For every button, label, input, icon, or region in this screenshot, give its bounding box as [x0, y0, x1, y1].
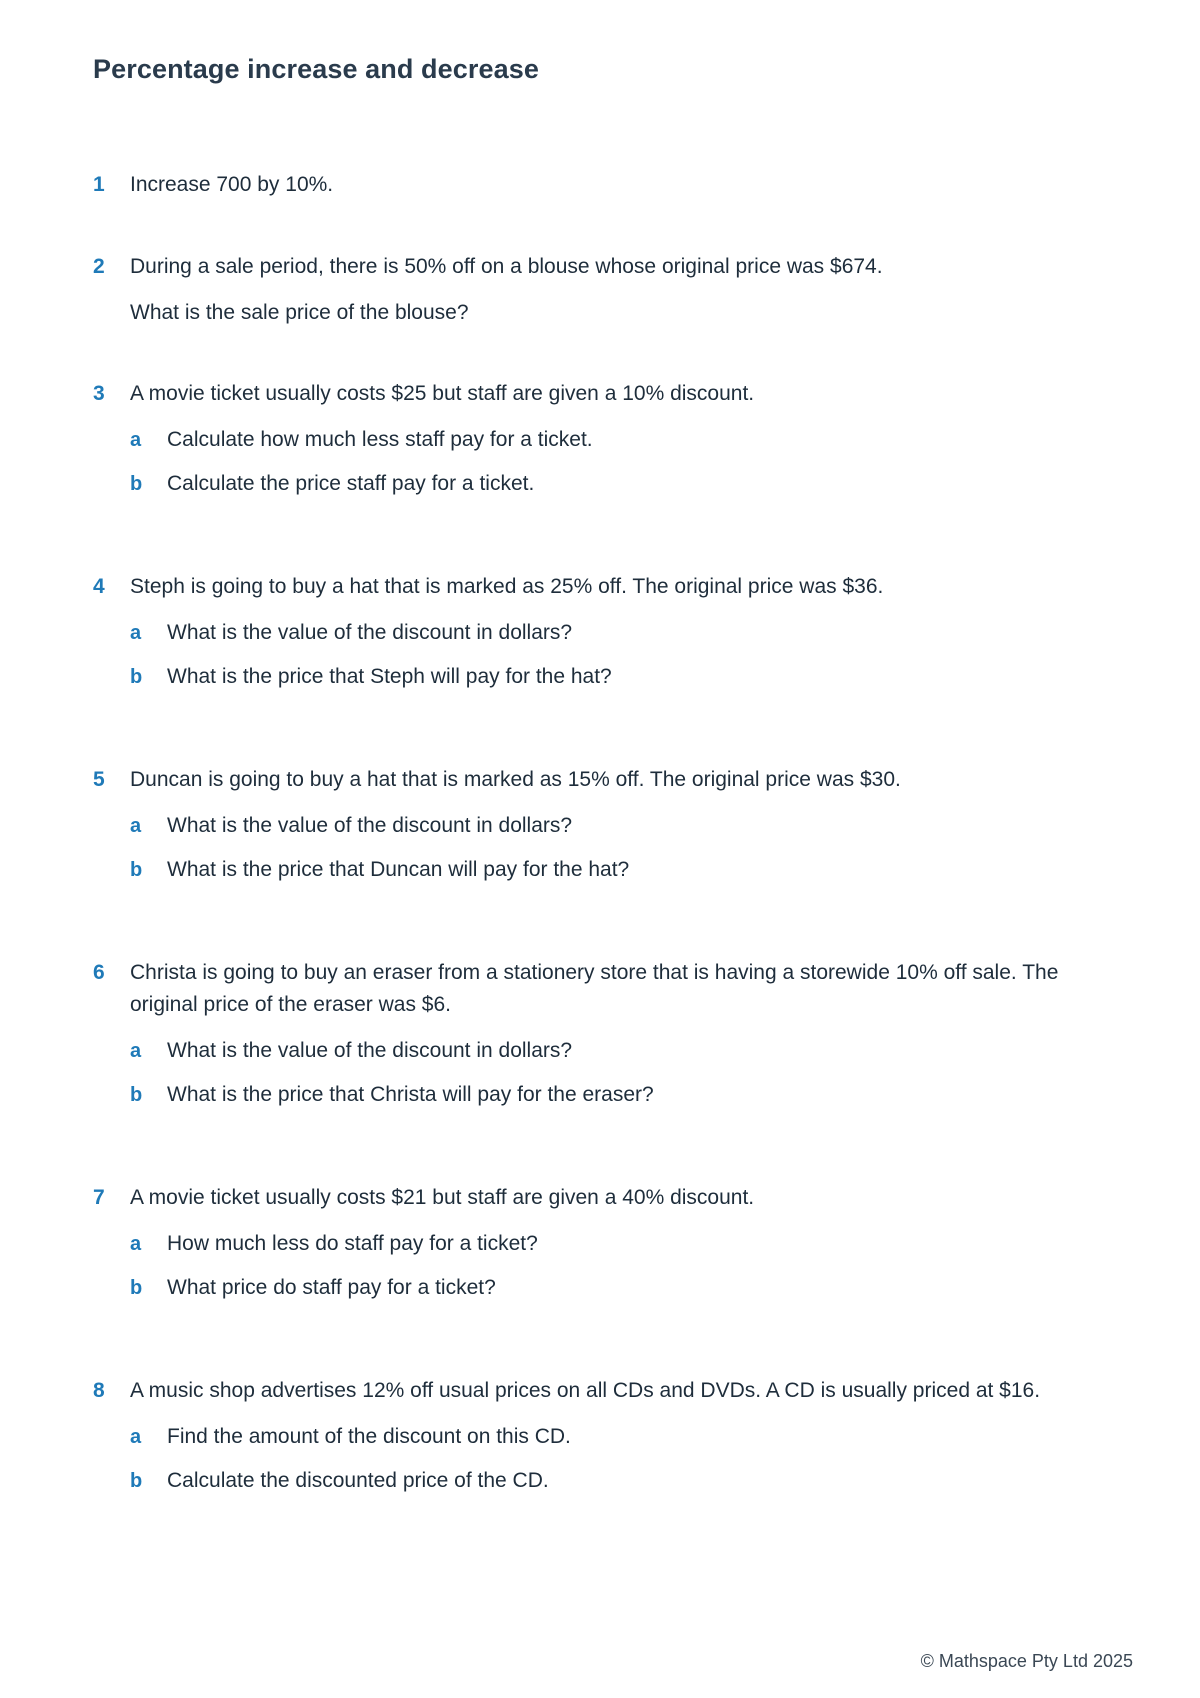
question-text: A music shop advertises 12% off usual prices on all CDs and DVDs. A CD is usually priced at $16. [130, 1379, 1041, 1402]
part-text: What is the price that Duncan will pay for the hat? [167, 858, 630, 881]
part-text: What is the price that Christa will pay for the eraser? [167, 1083, 654, 1106]
question-part-b [130, 468, 1113, 512]
question-text: Duncan is going to buy a hat that is marked as 15% off. The original price was $30. [130, 768, 901, 791]
question-3 [93, 378, 1113, 512]
part-text: What is the value of the discount in dollars? [167, 814, 573, 837]
question-text: During a sale period, there is 50% off on a blouse whose original price was $674. [130, 255, 883, 278]
part-letter: b [130, 1277, 143, 1299]
part-letter: a [130, 1426, 142, 1448]
question-text: Steph is going to buy a hat that is marked as 25% off. The original price was $36. [130, 575, 884, 598]
question-2 [93, 251, 1113, 329]
question-6 [93, 957, 1113, 1123]
question-number: 5 [93, 768, 105, 791]
question-parts [130, 1421, 1113, 1509]
question-number: 6 [93, 961, 105, 984]
question-text: A movie ticket usually costs $25 but staff are given a 10% discount. [130, 382, 755, 405]
question-part-a [130, 810, 1113, 854]
question-5 [93, 764, 1113, 898]
question-number: 7 [93, 1186, 105, 1209]
question-number: 8 [93, 1379, 105, 1402]
part-text: How much less do staff pay for a ticket? [167, 1232, 538, 1255]
question-parts [130, 617, 1113, 705]
part-text: What is the value of the discount in dollars? [167, 621, 573, 644]
part-letter: b [130, 473, 143, 495]
question-part-a [130, 1228, 1113, 1272]
question-subtext: What is the sale price of the blouse? [130, 301, 469, 324]
part-letter: b [130, 1084, 143, 1106]
question-8 [93, 1375, 1113, 1509]
part-text: What price do staff pay for a ticket? [167, 1276, 496, 1299]
question-7 [93, 1182, 1113, 1316]
question-part-a [130, 424, 1113, 468]
part-letter: a [130, 1040, 142, 1062]
question-part-b [130, 1079, 1113, 1123]
question-number: 3 [93, 382, 105, 405]
part-letter: a [130, 429, 142, 451]
question-text: Increase 700 by 10%. [130, 173, 334, 196]
question-text: Christa is going to buy an eraser from a stationery store that is having a storewide 10% off sale. The original price of the eraser was $6. [130, 961, 1059, 1016]
part-letter: a [130, 1233, 142, 1255]
copyright-footer: © Mathspace Pty Ltd 2025 [920, 1651, 1133, 1671]
question-parts [130, 1035, 1113, 1123]
part-text: What is the value of the discount in dollars? [167, 1039, 573, 1062]
question-part-a [130, 1421, 1113, 1465]
question-4 [93, 571, 1113, 705]
part-letter: b [130, 666, 143, 688]
question-parts [130, 424, 1113, 512]
question-1 [93, 169, 1113, 201]
part-letter: b [130, 859, 143, 881]
part-letter: a [130, 815, 142, 837]
question-part-a [130, 1035, 1113, 1079]
part-text: Find the amount of the discount on this CD. [167, 1425, 571, 1448]
part-text: Calculate the price staff pay for a ticket. [167, 472, 535, 495]
question-parts [130, 1228, 1113, 1316]
question-number: 1 [93, 173, 105, 196]
question-part-b [130, 661, 1113, 705]
page-title: Percentage increase and decrease [93, 54, 539, 84]
question-number: 2 [93, 255, 105, 278]
question-part-b [130, 854, 1113, 898]
part-letter: a [130, 622, 142, 644]
part-text: Calculate how much less staff pay for a ticket. [167, 428, 593, 451]
part-letter: b [130, 1470, 143, 1492]
question-part-b [130, 1465, 1113, 1509]
question-number: 4 [93, 575, 105, 598]
question-parts [130, 810, 1113, 898]
question-text: A movie ticket usually costs $21 but staff are given a 40% discount. [130, 1186, 755, 1209]
part-text: What is the price that Steph will pay for the hat? [167, 665, 612, 688]
question-part-a [130, 617, 1113, 661]
question-part-b [130, 1272, 1113, 1316]
part-text: Calculate the discounted price of the CD. [167, 1469, 549, 1492]
